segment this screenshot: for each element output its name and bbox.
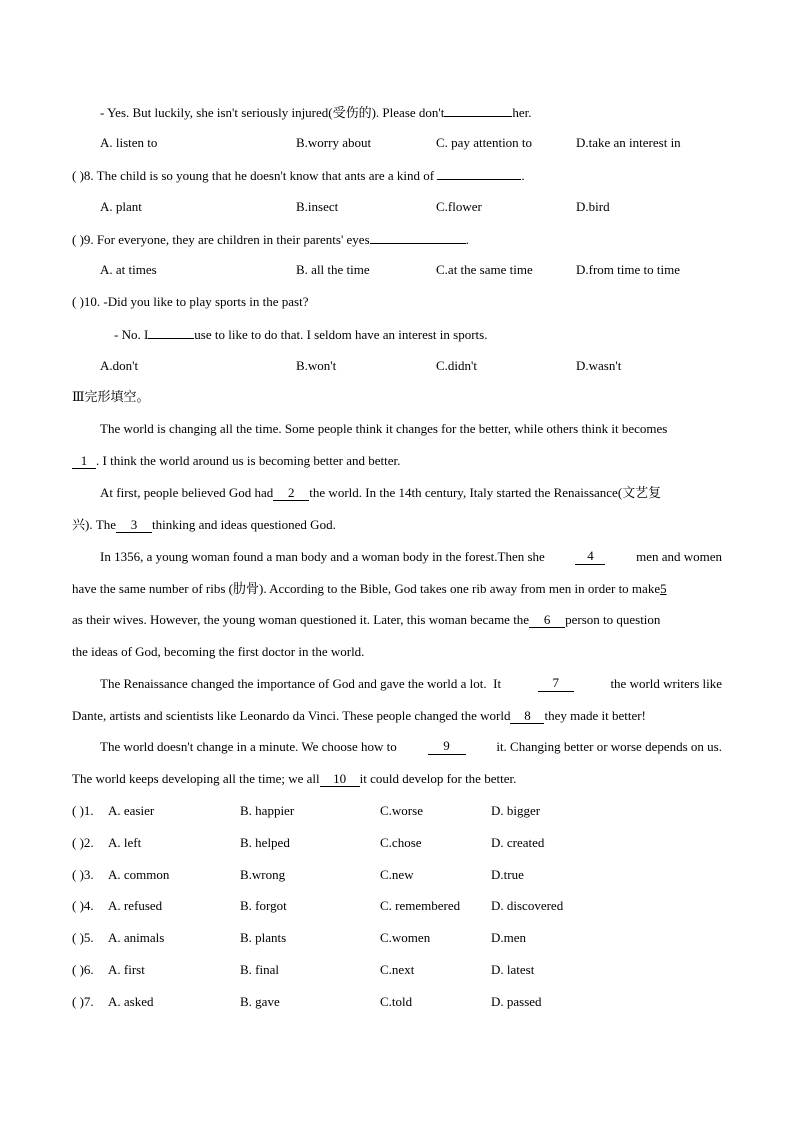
q9-option-c[interactable]: C.at the same time [436, 262, 533, 277]
passage-text: The world keeps developing all the time; we all [72, 771, 320, 786]
q7-option-c[interactable]: C. pay attention to [436, 135, 533, 150]
q8-option-d[interactable]: D.bird [576, 199, 610, 214]
cloze-option-a[interactable]: A. refused [108, 898, 163, 914]
q9-option-a[interactable]: A. at times [100, 262, 157, 277]
passage-text: it could develop for the better. [359, 771, 517, 786]
q8-option-b[interactable]: B.insect [296, 199, 339, 214]
q10-reply [114, 326, 722, 343]
q9-option-b[interactable]: B. all the time [296, 262, 370, 277]
cloze-answer-paren[interactable]: ( ) [72, 993, 84, 1009]
passage-p1-line1 [100, 421, 722, 437]
passage-text: have the same number of ribs (肋骨). According to the Bible, God takes one rib away from men in order to make [72, 581, 661, 596]
cloze-option-d[interactable]: D. latest [491, 962, 535, 977]
cloze-option-b[interactable]: B. forgot [240, 898, 287, 914]
passage-text: the world. In the 14th century, Italy started the Renaissance(文艺复 [309, 485, 662, 500]
passage-text: men and women [636, 549, 722, 564]
cloze-answer-paren[interactable]: ( ) [72, 898, 84, 914]
passage-text: The world is changing all the time. Some people think it changes for the better, while others think it becomes [100, 421, 668, 436]
passage-p3-line2 [72, 581, 722, 597]
cloze-option-c[interactable]: C. remembered [380, 898, 461, 914]
q9-option-d[interactable]: D.from time to time [576, 262, 680, 277]
cloze-option-c[interactable]: C.told [380, 993, 413, 1009]
passage-text: . I think the world around us is becoming better and better. [96, 453, 401, 468]
passage-p4-line2 [72, 708, 722, 724]
passage-text: they made it better! [544, 708, 646, 723]
passage-text: as their wives. However, the young woman questioned it. Later, this woman became the [72, 612, 530, 627]
q8-answer-blank[interactable] [437, 167, 521, 180]
passage-text: it. Changing better or worse depends on us. [496, 739, 722, 754]
q8-stem [72, 167, 722, 184]
passage-text: At first, people believed God had [100, 485, 274, 500]
cloze-question-number: 1. [83, 803, 94, 818]
q10-reply-text-b: use to like to do that. I seldom have an interest in sports. [194, 327, 488, 342]
cloze-blank-1[interactable]: 1 [72, 454, 96, 469]
cloze-answer-paren[interactable]: ( ) [72, 866, 84, 882]
passage-p4-line1 [100, 676, 722, 692]
cloze-blank-10[interactable]: 10 [320, 772, 360, 787]
q10-stem [72, 294, 722, 310]
q10-answer-paren[interactable]: ( ) [72, 294, 84, 309]
q8-answer-paren[interactable]: ( ) [72, 168, 84, 183]
q9-answer-paren[interactable]: ( ) [72, 232, 84, 247]
cloze-option-a[interactable]: A. first [108, 962, 145, 977]
passage-p1-line2 [72, 453, 722, 469]
q10-option-a[interactable]: A.don't [100, 358, 139, 373]
cloze-blank-5[interactable]: 5 [660, 581, 667, 596]
cloze-blank-8[interactable]: 8 [510, 709, 544, 724]
q10-text: 10. -Did you like to play sports in the past? [83, 294, 309, 309]
passage-text: thinking and ideas questioned God. [152, 517, 336, 532]
passage-p2-line2 [72, 517, 722, 533]
passage-p5-line1 [100, 739, 722, 755]
cloze-option-d[interactable]: D.men [491, 930, 527, 946]
q7-option-b[interactable]: B.worry about [296, 135, 372, 150]
passage-p3-line4: the ideas of God, becoming the first doctor in the world. [72, 644, 365, 659]
cloze-option-b[interactable]: B. helped [240, 834, 290, 850]
q8-text: 8. The child is so young that he doesn't know that ants are a kind of [83, 168, 435, 183]
cloze-option-a[interactable]: A. left [108, 834, 142, 850]
cloze-option-b[interactable]: B. gave [240, 993, 280, 1009]
cloze-option-c[interactable]: C.new [380, 866, 414, 882]
cloze-option-d[interactable]: D. created [491, 834, 545, 850]
q7-option-a[interactable]: A. listen to [100, 135, 158, 150]
q10-answer-blank[interactable] [148, 326, 194, 339]
cloze-answer-paren[interactable]: ( ) [72, 962, 84, 977]
q10-option-c[interactable]: C.didn't [436, 358, 477, 373]
cloze-option-c[interactable]: C.next [380, 962, 415, 977]
passage-text: Dante, artists and scientists like Leonardo da Vinci. These people changed the world [72, 708, 511, 723]
cloze-option-c[interactable]: C.worse [380, 803, 423, 818]
passage-text: The Renaissance changed the importance of God and gave the world a lot. It [100, 676, 502, 691]
cloze-option-a[interactable]: A. animals [108, 930, 165, 946]
q9-end: . [465, 232, 469, 247]
q10-option-b[interactable]: B.won't [296, 358, 337, 373]
passage-p2-line1 [100, 485, 722, 501]
q9-text: 9. For everyone, they are children in their parents' eyes [83, 232, 370, 247]
q7-reply-text-b: her. [512, 105, 532, 120]
passage-text: In 1356, a young woman found a man body and a woman body in the forest.Then she [100, 549, 545, 564]
passage-p3-line1 [100, 549, 722, 565]
passage-text: the world writers like [610, 676, 722, 691]
cloze-option-a[interactable]: A. common [108, 866, 170, 882]
cloze-option-c[interactable]: C.chose [380, 834, 422, 850]
cloze-question-number: 5. [83, 930, 94, 946]
section-3-heading: Ⅲ完形填空。 [72, 389, 150, 404]
passage-text: The world doesn't change in a minute. We choose how to [100, 739, 397, 754]
cloze-blank-2[interactable]: 2 [273, 486, 309, 501]
q8-option-a[interactable]: A. plant [100, 199, 142, 214]
q7-reply [100, 104, 722, 121]
cloze-question-number: 3. [83, 866, 94, 882]
cloze-option-d[interactable]: D. bigger [491, 803, 541, 818]
cloze-option-b[interactable]: B. happier [240, 803, 295, 818]
q7-answer-blank[interactable] [444, 104, 512, 117]
cloze-blank-6[interactable]: 6 [529, 613, 565, 628]
cloze-option-d[interactable]: D. discovered [491, 898, 564, 914]
passage-p5-line2 [72, 771, 722, 787]
cloze-question-number: 4. [83, 898, 94, 914]
cloze-blank-3[interactable]: 3 [116, 518, 152, 533]
cloze-blank-4[interactable]: 4 [575, 549, 605, 565]
q7-reply-text-a: - Yes. But luckily, she isn't seriously injured(受伤的). Please don't [100, 105, 445, 120]
passage-text: 兴). The [72, 517, 117, 532]
cloze-option-a[interactable]: A. asked [108, 993, 154, 1009]
cloze-question-number: 2. [83, 834, 94, 850]
q9-answer-blank[interactable] [370, 231, 466, 244]
cloze-question-number: 7. [83, 993, 94, 1009]
cloze-question-number: 6. [83, 962, 94, 977]
q8-end: . [521, 168, 525, 183]
cloze-answer-paren[interactable]: ( ) [72, 930, 84, 946]
cloze-option-b[interactable]: B.wrong [240, 866, 286, 882]
cloze-option-d[interactable]: D.true [491, 866, 524, 882]
q7-option-d[interactable]: D.take an interest in [576, 135, 681, 150]
q10-reply-text-a: - No. I [114, 327, 149, 342]
cloze-option-d[interactable]: D. passed [491, 993, 542, 1009]
cloze-answer-paren[interactable]: ( ) [72, 803, 84, 818]
cloze-option-b[interactable]: B. plants [240, 930, 287, 946]
passage-text: person to question [565, 612, 661, 627]
cloze-option-a[interactable]: A. easier [108, 803, 155, 818]
cloze-answer-paren[interactable]: ( ) [72, 834, 84, 850]
cloze-blank-9[interactable]: 9 [428, 739, 466, 755]
q9-stem [72, 231, 722, 248]
cloze-blank-7[interactable]: 7 [538, 676, 574, 692]
passage-p3-line3 [72, 612, 722, 628]
cloze-option-c[interactable]: C.women [380, 930, 431, 946]
cloze-option-b[interactable]: B. final [240, 962, 279, 977]
q8-option-c[interactable]: C.flower [436, 199, 482, 214]
q10-option-d[interactable]: D.wasn't [576, 358, 622, 373]
